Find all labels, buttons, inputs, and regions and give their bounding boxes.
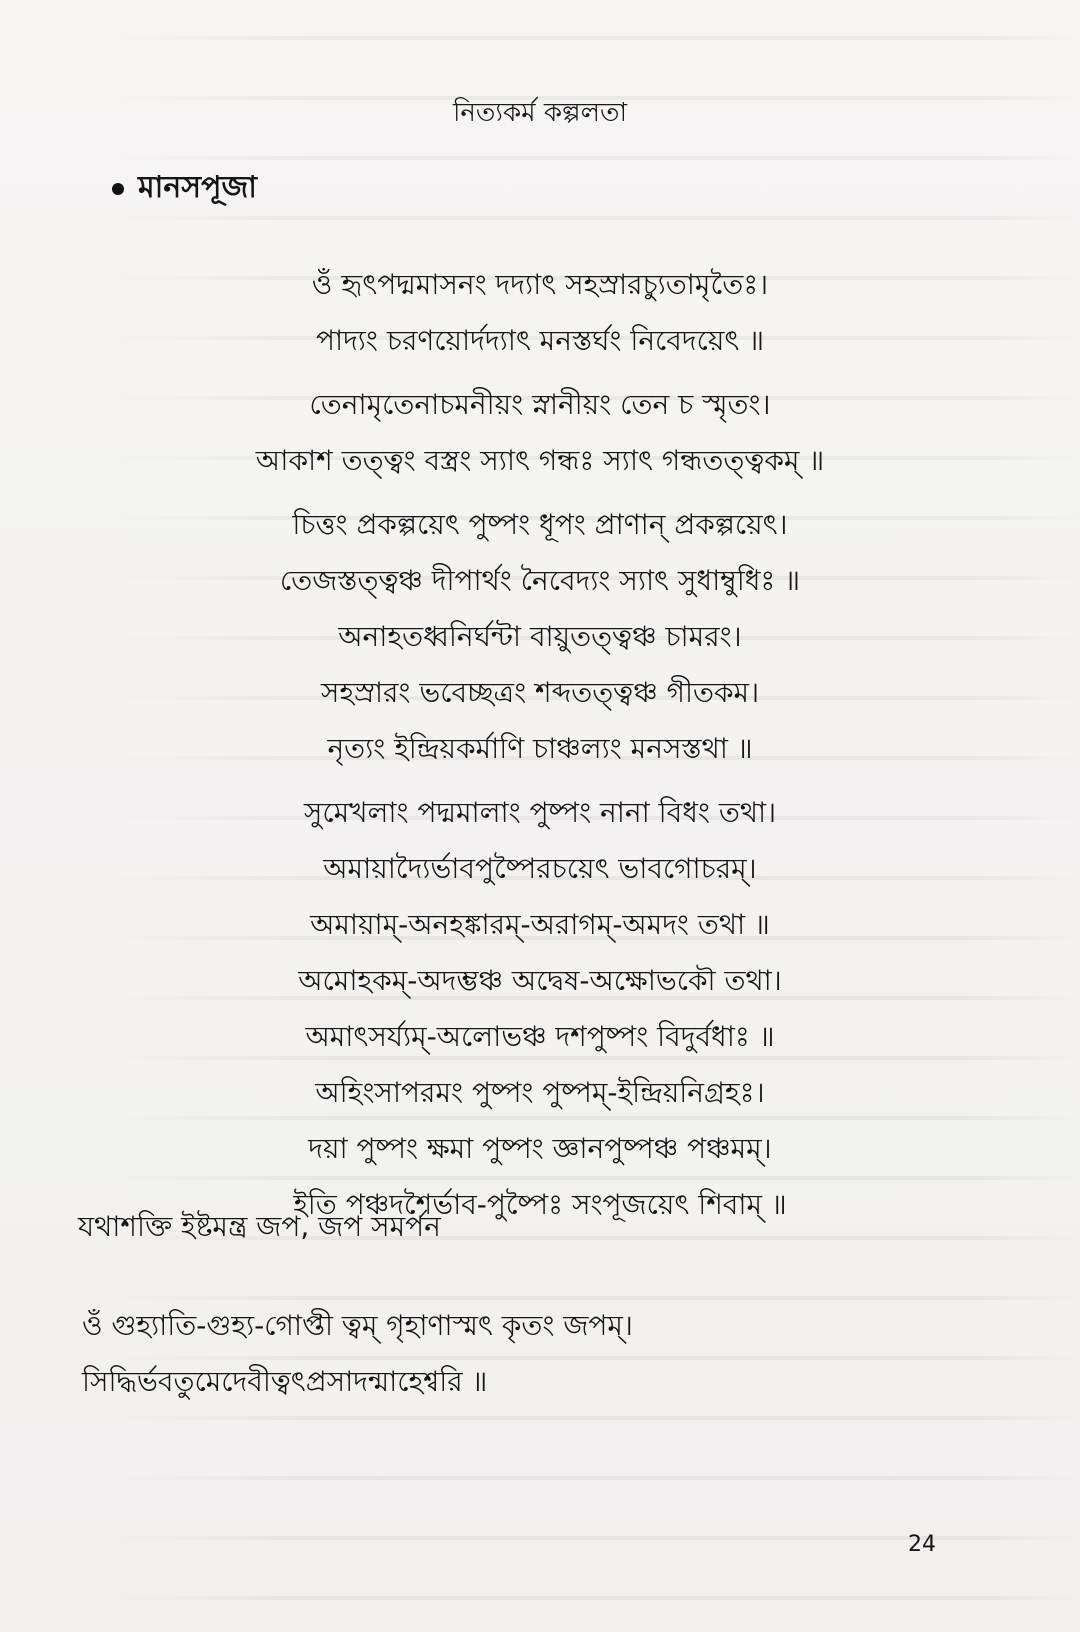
verse-line: চিত্তং প্রকল্পয়েৎ পুষ্পং ধূপং প্রাণান্ প্রকল্পয়েৎ।: [292, 508, 788, 541]
verse-line: অমোহকম্-অদম্ভঞ্চ অদ্বেষ-অক্ষোভকৌ তথা।: [298, 964, 782, 997]
verse-line: অমাৎসর্য্যম্-অলোভঞ্চ দশপুষ্পং বিদুর্বধাঃ ॥: [305, 1020, 775, 1053]
prayer-line: ওঁ গুহ্যাতি-গুহ্য-গোপ্তী ত্বম্ গৃহাণাস্মৎ কৃতং জপম্।: [82, 1309, 633, 1342]
verse-line: নৃত্যং ইন্দ্রিয়কর্মাণি চাঞ্চল্যং মনসস্তথা ॥: [327, 732, 753, 765]
verse-line: সহস্রারং ভবেচ্ছত্রং শব্দতত্ত্বঞ্চ গীতকম।: [320, 676, 760, 709]
japa-prayer: [82, 1298, 633, 1410]
verse-line: অহিংসাপরমং পুষ্পং পুষ্পম্-ইন্দ্রিয়নিগ্রহঃ।: [315, 1076, 765, 1109]
verse-block: [0, 257, 1080, 1233]
verse-line: ইতি পঞ্চদশৈর্ভাব-পুষ্পৈঃ সংপূজয়েৎ শিবাম্ ॥: [293, 1188, 787, 1221]
verse-line: সুমেখলাং পদ্মমালাং পুষ্পং নানা বিধং তথা।: [303, 796, 777, 829]
verse-line: পাদ্যং চরণয়োর্দদ্যাৎ মনস্তর্ঘং নিবেদয়েৎ ॥: [315, 324, 765, 357]
japa-instruction: যথাশক্তি ইষ্টমন্ত্র জপ, জপ সমর্পন: [78, 1210, 441, 1243]
bullet-icon: [112, 183, 124, 195]
verse-line: তেনামৃতেনাচমনীয়ং স্নানীয়ং তেন চ স্মৃতং।: [309, 388, 771, 421]
verse-line: তেজস্তত্ত্বঞ্চ দীপার্থং নৈবেদ্যং স্যাৎ সুধাম্বুধিঃ ॥: [279, 564, 801, 597]
section-heading-text: মানসপূজা: [138, 170, 257, 205]
running-header: নিত্যকর্ম কল্পলতা: [452, 98, 628, 128]
prayer-line: সিদ্ধির্ভবতুমেদেবীত্বৎপ্রসাদন্মাহেশ্বরি ॥: [82, 1365, 488, 1398]
verse-line: ওঁ হৃৎপদ্মমাসনং দদ্যাৎ সহস্রারচ্যুতামৃতৈঃ।: [311, 268, 769, 301]
page-number: 24: [908, 1532, 936, 1557]
verse-line: অনাহতধ্বনির্ঘন্টা বায়ুতত্ত্বঞ্চ চামরং।: [338, 620, 742, 653]
verse-line: দয়া পুষ্পং ক্ষমা পুষ্পং জ্ঞানপুষ্পঞ্চ পঞ্চমম্।: [308, 1132, 772, 1165]
section-heading: [112, 163, 257, 214]
verse-line: আকাশ তত্ত্বং বস্ত্রং স্যাৎ গন্ধঃ স্যাৎ গন্ধতত্ত্বকম্ ॥: [255, 444, 825, 477]
verse-line: অমায়াম্-অনহঙ্কারম্-অরাগম্-অমদং তথা ॥: [310, 908, 770, 941]
verse-line: অমায়াদ্যৈর্ভাবপুষ্পৈরচয়েৎ ভাবগোচরম্।: [323, 852, 757, 885]
